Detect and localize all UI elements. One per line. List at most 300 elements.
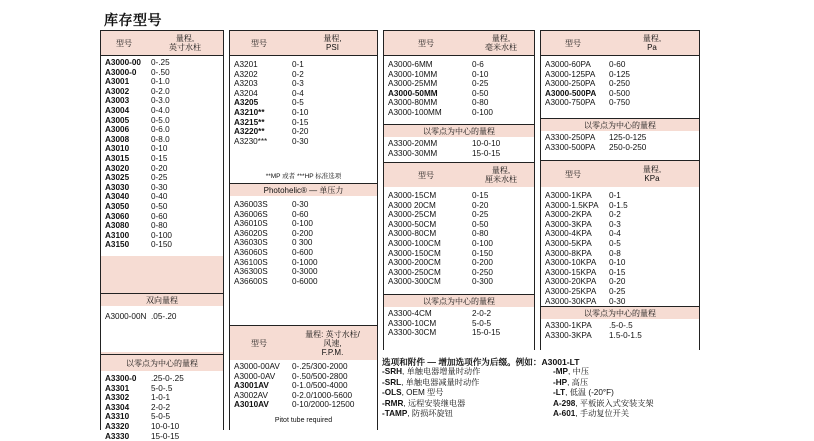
model-cell: A3000-25CM bbox=[388, 210, 437, 220]
model-cell: A3000-4KPA bbox=[545, 229, 592, 239]
model-cell: A3000-8KPA bbox=[545, 248, 592, 258]
range-cell: 0-20 bbox=[292, 127, 309, 137]
psi-note: **MP 或者 ***HP 标准选项 bbox=[265, 173, 342, 180]
table-row bbox=[101, 96, 223, 106]
model-cell: A3203 bbox=[234, 79, 258, 89]
table-row bbox=[230, 248, 377, 258]
range-cell: 0-50 bbox=[151, 201, 168, 211]
model-cell: A3003 bbox=[105, 96, 130, 106]
model-cell: A3000-5KPA bbox=[545, 238, 592, 248]
table-row bbox=[541, 191, 699, 201]
option-item: A-601, 手动复位开关 bbox=[553, 409, 630, 419]
option-description: 手动复位开关 bbox=[579, 409, 630, 419]
model-cell: A3030 bbox=[105, 182, 130, 192]
range-cell: 0-8.0 bbox=[151, 134, 170, 144]
option-code: -HP bbox=[553, 377, 568, 387]
range-cell: 2-0-2 bbox=[472, 309, 492, 318]
model-cell: A36300S bbox=[234, 267, 268, 277]
table-row bbox=[230, 219, 377, 229]
range-cell: 0-60 bbox=[151, 211, 168, 221]
table-row bbox=[541, 210, 699, 220]
model-cell: A36060S bbox=[234, 247, 268, 257]
model-cell: A3000-3KPA bbox=[545, 219, 592, 229]
model-cell: A3020 bbox=[105, 163, 130, 173]
table-row bbox=[230, 258, 377, 268]
model-cell: A3205 bbox=[234, 98, 259, 108]
option-code: -SRL bbox=[382, 377, 402, 387]
col-header-range: 量程, 厘米水柱 bbox=[485, 166, 517, 184]
model-cell: A3000-1.5KPA bbox=[545, 200, 599, 210]
option-description: 中压 bbox=[572, 367, 589, 376]
range-cell: 5-0-5 bbox=[472, 318, 492, 328]
range-cell: 0-250 bbox=[609, 79, 630, 89]
model-cell: A3320 bbox=[105, 421, 130, 431]
option-description: 低温 (-20°F) bbox=[569, 388, 614, 398]
table-row bbox=[384, 249, 534, 259]
mm-range-list bbox=[384, 56, 534, 128]
table-row bbox=[384, 139, 534, 149]
table-row bbox=[230, 200, 377, 210]
model-cell: A36030S bbox=[234, 238, 268, 248]
range-cell: 1.5-0-1.5 bbox=[609, 330, 642, 340]
table-row bbox=[384, 108, 534, 118]
range-cell: 0-30 bbox=[292, 136, 309, 146]
range-cell: 0-150 bbox=[151, 240, 172, 250]
range-cell: 0-6000 bbox=[292, 276, 318, 286]
table-row bbox=[101, 384, 223, 394]
table-row bbox=[541, 268, 699, 278]
option-code: A-298 bbox=[553, 398, 576, 408]
range-cell: 5-0-5 bbox=[151, 412, 171, 422]
cm-zero-list bbox=[384, 307, 534, 353]
table-row bbox=[384, 149, 534, 159]
model-cell: A3230*** bbox=[234, 136, 268, 146]
dual-range-list bbox=[101, 306, 223, 352]
col-header-range: 量程, 英寸水柱 bbox=[169, 34, 201, 52]
table-row bbox=[101, 154, 223, 164]
range-cell: 0-1 bbox=[292, 60, 304, 69]
table-row bbox=[230, 70, 377, 80]
range-cell: 0-10 bbox=[472, 69, 489, 79]
col-header-range: 量程, PSI bbox=[323, 34, 342, 52]
range-cell: 0-1.5 bbox=[609, 200, 628, 210]
model-cell: A3000 20CM bbox=[388, 200, 436, 210]
table-row bbox=[101, 312, 223, 322]
range-cell: 0-4.0 bbox=[151, 105, 170, 115]
range-cell: 0-100 bbox=[472, 238, 493, 248]
range-cell: 10-0-10 bbox=[472, 139, 501, 148]
table-row bbox=[384, 229, 534, 239]
range-cell: 10-0-10 bbox=[151, 421, 180, 431]
table-row bbox=[101, 135, 223, 145]
model-cell: A3000-00AV bbox=[234, 362, 280, 371]
option-description: OEM 型号 bbox=[406, 388, 444, 398]
range-cell: 0-30 bbox=[609, 296, 626, 306]
model-cell: A3025 bbox=[105, 173, 130, 183]
model-cell: A3000-80MM bbox=[388, 98, 438, 108]
range-cell: 0-5.0 bbox=[151, 115, 170, 125]
range-cell: 0-200 bbox=[292, 228, 313, 238]
range-cell: 0-4 bbox=[292, 88, 304, 98]
table-row bbox=[230, 108, 377, 118]
model-cell: A3006 bbox=[105, 125, 130, 135]
pa-zero-list bbox=[541, 131, 699, 163]
table-row bbox=[101, 68, 223, 78]
table-row bbox=[230, 98, 377, 108]
table-row bbox=[541, 70, 699, 80]
col-header-model: 型号 bbox=[418, 38, 434, 48]
model-cell: A3202 bbox=[234, 69, 258, 79]
model-cell: A3080 bbox=[105, 221, 130, 231]
range-cell: 0-1.0 bbox=[151, 77, 170, 87]
model-cell: A3000-2KPA bbox=[545, 210, 592, 220]
range-cell: .5-0-.5 bbox=[609, 321, 633, 330]
model-cell: A3001 bbox=[105, 77, 130, 87]
range-cell: 0-1 bbox=[609, 191, 621, 200]
table-row bbox=[384, 268, 534, 278]
model-cell: A3300-500PA bbox=[545, 142, 596, 152]
range-cell: 0-80 bbox=[151, 221, 168, 231]
option-description: 高压 bbox=[571, 377, 589, 387]
model-cell: A3300-10CM bbox=[388, 318, 437, 328]
model-cell: A3204 bbox=[234, 88, 258, 98]
table-row bbox=[384, 328, 534, 338]
page-title: 库存型号 bbox=[104, 12, 162, 28]
model-cell: A36003S bbox=[234, 200, 268, 209]
range-cell: 0-100 bbox=[292, 219, 313, 229]
range-cell: 0-25 bbox=[472, 79, 489, 89]
table-row bbox=[101, 202, 223, 212]
range-cell: 0-15 bbox=[292, 117, 309, 127]
table-row bbox=[230, 210, 377, 220]
col-header-model: 型号 bbox=[116, 38, 132, 48]
range-cell: 0-750 bbox=[609, 98, 630, 108]
table-inches-wc bbox=[100, 30, 224, 441]
range-cell: 0-2 bbox=[609, 210, 621, 220]
model-cell: A3000-10MM bbox=[388, 69, 438, 79]
model-cell: A3050 bbox=[105, 201, 130, 211]
range-cell: 0-25 bbox=[151, 173, 168, 183]
range-cell: 0-20 bbox=[609, 277, 626, 287]
table-row bbox=[541, 287, 699, 297]
model-cell: A3000-250CM bbox=[388, 267, 441, 277]
table-row bbox=[101, 231, 223, 241]
model-cell: A3300-30MM bbox=[388, 148, 438, 158]
table-row bbox=[384, 70, 534, 80]
table-row bbox=[101, 144, 223, 154]
table-row bbox=[541, 239, 699, 249]
option-item: -SRL, 单触电器减量时动作 bbox=[382, 377, 480, 387]
model-cell: A3000-6MM bbox=[388, 60, 433, 69]
model-cell: A3000-125PA bbox=[545, 69, 596, 79]
table-row bbox=[384, 201, 534, 211]
range-cell: 0 300 bbox=[292, 238, 313, 248]
range-cell: 0-80 bbox=[472, 98, 489, 108]
pitot-note: Pitot tube required bbox=[274, 417, 333, 424]
model-cell: A3330 bbox=[105, 431, 130, 441]
options-title: 选项和附件 — 增加选项作为后缀。例如：A3001-LT bbox=[382, 357, 580, 367]
range-cell: 0-600 bbox=[292, 247, 313, 257]
model-cell: A3000-00 bbox=[105, 58, 141, 67]
option-item: -LT, 低温 (-20°F) bbox=[553, 388, 614, 398]
option-item: -TAMP, 防损坏旋钮 bbox=[382, 409, 453, 419]
col-header-model: 型号 bbox=[565, 169, 581, 179]
range-cell: .05-.20 bbox=[151, 312, 177, 321]
option-code: -SRH bbox=[382, 367, 403, 376]
range-cell: 0-20 bbox=[472, 200, 489, 210]
model-cell: A3040 bbox=[105, 192, 130, 202]
option-item: A-298, 平板嵌入式安装支架 bbox=[553, 398, 654, 408]
range-cell: 0-15 bbox=[472, 191, 489, 200]
range-cell: 2-0-2 bbox=[151, 402, 171, 412]
table-pa-kpa bbox=[540, 30, 700, 350]
range-cell: 15-0-15 bbox=[472, 328, 501, 338]
zero-center-label: 以零点为中心的量程 bbox=[101, 354, 223, 372]
model-cell: A3000-250PA bbox=[545, 79, 596, 89]
col-header-model: 型号 bbox=[251, 38, 267, 48]
table-row bbox=[541, 98, 699, 108]
table-row bbox=[101, 374, 223, 384]
table-row bbox=[541, 79, 699, 89]
range-cell: 0-250 bbox=[472, 267, 493, 277]
model-cell: A3000-0AV bbox=[234, 371, 276, 381]
table-row bbox=[230, 277, 377, 287]
table-row bbox=[101, 221, 223, 231]
model-cell: A3000-15KPA bbox=[545, 267, 597, 277]
range-cell: 0-50 bbox=[472, 219, 489, 229]
model-cell: A3001AV bbox=[234, 381, 269, 391]
range-cell: 0-150 bbox=[472, 248, 493, 258]
model-cell: A3304 bbox=[105, 402, 130, 412]
col-header-fpm: 量程: 英寸水柱/ 风速, F.P.M. bbox=[305, 329, 360, 357]
range-cell: 0-200 bbox=[472, 258, 493, 268]
range-cell: 0-1.0/500-4000 bbox=[292, 381, 348, 391]
inches-range-list bbox=[101, 56, 223, 256]
table-row bbox=[541, 133, 699, 143]
table-row bbox=[230, 238, 377, 248]
range-cell: 5-0-.5 bbox=[151, 383, 173, 393]
range-cell: 0-10 bbox=[609, 258, 626, 268]
table-row bbox=[101, 77, 223, 87]
kpa-zero-list bbox=[541, 319, 699, 353]
table-row bbox=[541, 277, 699, 287]
table-row bbox=[384, 89, 534, 99]
model-cell: A3010AV bbox=[234, 400, 269, 410]
range-cell: 15-0-15 bbox=[151, 431, 180, 441]
range-cell: 0-1000 bbox=[292, 257, 318, 267]
model-cell: A36006S bbox=[234, 209, 268, 219]
model-cell: A3000-50CM bbox=[388, 219, 437, 229]
range-cell: 0-2.0 bbox=[151, 86, 170, 96]
model-cell: A3015 bbox=[105, 153, 130, 163]
model-cell: A3000-750PA bbox=[545, 98, 596, 108]
model-cell: A3004 bbox=[105, 105, 130, 115]
model-cell: A3220** bbox=[234, 127, 265, 137]
col-header-model: 型号 bbox=[565, 38, 581, 48]
photohelic-label: Photohelic® — 单压力 bbox=[230, 183, 377, 197]
model-cell: A3008 bbox=[105, 134, 130, 144]
table-row bbox=[541, 331, 699, 341]
table-row bbox=[230, 127, 377, 137]
table-row bbox=[230, 118, 377, 128]
range-cell: .25-0-.25 bbox=[151, 374, 184, 383]
table-row bbox=[384, 239, 534, 249]
model-cell: A3300-250PA bbox=[545, 133, 596, 142]
col-header-range: 量程, KPa bbox=[642, 165, 662, 183]
range-cell: 0-3000 bbox=[292, 267, 318, 277]
table-row bbox=[230, 137, 377, 147]
option-code: -TAMP bbox=[382, 409, 408, 419]
model-cell: A3201 bbox=[234, 60, 258, 69]
model-cell: A3301 bbox=[105, 383, 130, 393]
range-cell: 0-10/2000-12500 bbox=[292, 400, 355, 410]
table-row bbox=[101, 240, 223, 250]
table-row bbox=[541, 89, 699, 99]
zero-center-label: 以零点为中心的量程 bbox=[541, 118, 699, 132]
option-description: 单触电器减量时动作 bbox=[405, 377, 480, 387]
table-row bbox=[101, 116, 223, 126]
range-cell: 0-300 bbox=[472, 277, 493, 287]
table-row bbox=[541, 220, 699, 230]
table-row bbox=[541, 201, 699, 211]
model-cell: A3000-100MM bbox=[388, 107, 442, 117]
model-cell: A3300-30CM bbox=[388, 328, 437, 338]
option-description: 远程安装继电器 bbox=[407, 398, 466, 408]
table-row bbox=[384, 319, 534, 329]
model-cell: A3000-20KPA bbox=[545, 277, 597, 287]
range-cell: 0-.50 bbox=[151, 67, 170, 77]
model-cell: A3300-3KPA bbox=[545, 330, 592, 340]
option-code: -RMR bbox=[382, 398, 404, 408]
range-cell: 0-6 bbox=[472, 60, 484, 69]
model-cell: A36100S bbox=[234, 257, 268, 267]
option-code: A-601 bbox=[553, 409, 576, 419]
range-cell: 0-25 bbox=[472, 210, 489, 220]
range-cell: 0-30 bbox=[151, 182, 168, 192]
table-row bbox=[101, 192, 223, 202]
table-row bbox=[230, 79, 377, 89]
dual-range-label: 双向量程 bbox=[101, 293, 223, 307]
range-cell: 0-10 bbox=[292, 107, 309, 117]
table-row bbox=[384, 309, 534, 319]
model-cell: A3000-25MM bbox=[388, 79, 438, 89]
table-row bbox=[101, 403, 223, 413]
table-row bbox=[384, 210, 534, 220]
table-row bbox=[230, 381, 377, 391]
model-cell: A3000-1KPA bbox=[545, 191, 592, 200]
table-row bbox=[230, 362, 377, 372]
range-cell: 250-0-250 bbox=[609, 142, 647, 152]
model-cell: A36010S bbox=[234, 219, 268, 229]
model-cell: A3000-0 bbox=[105, 67, 137, 77]
range-cell: 0-6.0 bbox=[151, 125, 170, 135]
table-row bbox=[230, 372, 377, 382]
model-cell: A3000-15CM bbox=[388, 191, 437, 200]
model-cell: A36600S bbox=[234, 276, 268, 286]
range-cell: 0-125 bbox=[609, 69, 630, 79]
col-header-model: 型号 bbox=[418, 170, 434, 180]
option-item: -OLS, OEM 型号 bbox=[382, 388, 444, 398]
range-cell: 0-5 bbox=[292, 98, 304, 108]
table-row bbox=[101, 164, 223, 174]
table-row bbox=[230, 267, 377, 277]
range-cell: 0-100 bbox=[472, 107, 493, 117]
option-item: -RMR, 远程安装继电器 bbox=[382, 398, 466, 408]
range-cell: 0-15 bbox=[151, 153, 168, 163]
table-row bbox=[101, 106, 223, 116]
model-cell: A3300-1KPA bbox=[545, 321, 592, 330]
model-cell: A3002AV bbox=[234, 390, 268, 400]
range-cell: 0-15 bbox=[609, 267, 626, 277]
option-description: 防损坏旋钮 bbox=[411, 409, 453, 419]
range-cell: 0-.25 bbox=[151, 58, 170, 67]
zero-center-label: 以零点为中心的量程 bbox=[541, 306, 699, 320]
table-psi bbox=[229, 30, 378, 430]
table-row bbox=[230, 400, 377, 410]
model-cell: A3002 bbox=[105, 86, 130, 96]
model-cell: A36020S bbox=[234, 228, 268, 238]
range-cell: 0-3 bbox=[292, 79, 304, 89]
model-cell: A3000-30KPA bbox=[545, 296, 597, 306]
table-row bbox=[384, 191, 534, 201]
model-cell: A3300-4CM bbox=[388, 309, 432, 318]
table-row bbox=[384, 98, 534, 108]
range-cell: 0-3.0 bbox=[151, 96, 170, 106]
mm-zero-list bbox=[384, 137, 534, 163]
range-cell: 0-60 bbox=[609, 60, 626, 69]
range-cell: 15-0-15 bbox=[472, 148, 501, 158]
table-row bbox=[101, 173, 223, 183]
table-row bbox=[384, 60, 534, 70]
range-cell: 125-0-125 bbox=[609, 133, 647, 142]
range-cell: 0-.25/300-2000 bbox=[292, 362, 348, 371]
table-row bbox=[101, 58, 223, 68]
option-description: 平板嵌入式安装支架 bbox=[579, 398, 654, 408]
model-cell: A3010 bbox=[105, 144, 130, 154]
model-cell: A3000-500PA bbox=[545, 88, 597, 98]
model-cell: A3000-100CM bbox=[388, 238, 441, 248]
zero-center-label: 以零点为中心的量程 bbox=[384, 294, 534, 308]
range-cell: 0-.50/500-2800 bbox=[292, 371, 348, 381]
table-row bbox=[384, 258, 534, 268]
model-cell: A3100 bbox=[105, 230, 130, 240]
table-row bbox=[101, 393, 223, 403]
model-cell: A3302 bbox=[105, 393, 130, 403]
table-row bbox=[541, 297, 699, 307]
range-cell: 0-100 bbox=[151, 230, 172, 240]
cm-range-list bbox=[384, 187, 534, 297]
model-cell: A3000-80CM bbox=[388, 229, 437, 239]
range-cell: 0-8 bbox=[609, 248, 621, 258]
model-cell: A3000-00N bbox=[105, 312, 147, 321]
model-cell: A3210** bbox=[234, 107, 265, 117]
option-item: -SRH, 单触电器增量时动作 bbox=[382, 367, 481, 376]
range-cell: 0-25 bbox=[609, 286, 626, 296]
range-cell: 0-3 bbox=[609, 219, 621, 229]
table-mm-cm bbox=[383, 30, 535, 350]
model-cell: A3000-150CM bbox=[388, 248, 441, 258]
model-cell: A3215** bbox=[234, 117, 265, 127]
model-cell: A3060 bbox=[105, 211, 130, 221]
col-header-range: 量程, 毫米水柱 bbox=[485, 34, 517, 52]
range-cell: 0-60 bbox=[292, 209, 309, 219]
table-row bbox=[101, 87, 223, 97]
col-header-range: 量程, Pa bbox=[642, 34, 662, 52]
range-cell: 0-30 bbox=[292, 200, 309, 209]
range-cell: 0-10 bbox=[151, 144, 168, 154]
table-row bbox=[230, 60, 377, 70]
zero-center-list bbox=[101, 371, 223, 441]
